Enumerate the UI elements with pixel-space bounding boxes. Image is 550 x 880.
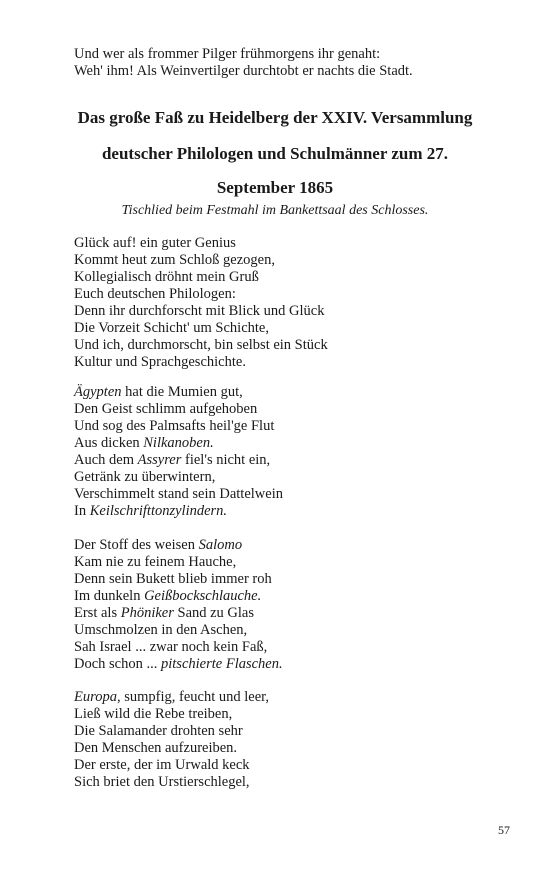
emphasis: Phöniker — [120, 605, 174, 621]
verse-line — [74, 656, 514, 673]
verse-text: Erst als — [74, 605, 121, 621]
verse-text: Auch dem — [74, 452, 138, 468]
verse-line: Getränk zu überwintern, — [74, 469, 216, 485]
verse-text: In — [74, 503, 90, 519]
stanza-1 — [74, 235, 514, 371]
verse-line — [74, 503, 514, 520]
verse-line: Verschimmelt stand sein Dattelwein — [74, 486, 283, 502]
verse-line: Kommt heut zum Schloß gezogen, — [74, 252, 275, 268]
verse-line: Denn ihr durchforscht mit Blick und Glück — [74, 303, 325, 319]
verse-line — [74, 435, 514, 452]
page-number: 57 — [498, 823, 510, 837]
verse-line: Der erste, der im Urwald keck — [74, 757, 250, 773]
verse-line — [74, 384, 514, 401]
emphasis: Salomo — [198, 537, 243, 553]
verse-line: Und sog des Palmsafts heil'ge Flut — [74, 418, 275, 434]
verse-text: Im dunkeln — [74, 588, 145, 604]
emphasis: Ägypten — [74, 384, 122, 400]
verse-text: Aus dicken — [74, 435, 144, 451]
verse-line — [74, 537, 514, 554]
stanza-4 — [74, 689, 514, 791]
verse-line: Kultur und Sprachgeschichte. — [74, 354, 246, 370]
emphasis: Keilschrifttonzylindern. — [89, 503, 228, 519]
emphasis: pitschierte Flaschen. — [161, 656, 283, 672]
emphasis: Assyrer — [137, 452, 182, 468]
verse-line: Und wer als frommer Pilger frühmorgens ihr genaht: — [74, 46, 381, 62]
verse-line: Den Menschen aufzureiben. — [74, 740, 238, 756]
poem-title-line-3: September 1865 — [216, 178, 334, 197]
verse-text: , sumpfig, feucht und leer, — [116, 689, 269, 705]
poem-subtitle: Tischlied beim Festmahl im Bankettsaal des Schlosses. — [121, 203, 429, 218]
verse-line: Umschmolzen in den Aschen, — [74, 622, 248, 638]
verse-line — [74, 588, 514, 605]
verse-line: Sah Israel ... zwar noch kein Faß, — [74, 639, 268, 655]
verse-line: Und ich, durchmorscht, bin selbst ein Stück — [74, 337, 328, 353]
poem-title-line-2: deutscher Philologen und Schulmänner zum 27. — [101, 144, 449, 163]
emphasis: Nilkanoben. — [143, 435, 214, 451]
verse-text: hat die Mumien gut, — [121, 384, 243, 400]
verse-line: Die Salamander drohten sehr — [74, 723, 243, 739]
verse-text: Der Stoff des weisen — [74, 537, 199, 553]
verse-line — [74, 689, 514, 706]
verse-line: Glück auf! ein guter Genius — [74, 235, 236, 251]
verse-line: Den Geist schlimm aufgehoben — [74, 401, 258, 417]
verse-text: fiel's nicht ein, — [181, 452, 271, 468]
verse-line: Kollegialisch dröhnt mein Gruß — [74, 269, 259, 285]
verse-line: Ließ wild die Rebe treiben, — [74, 706, 233, 722]
verse-line — [74, 452, 514, 469]
emphasis: Europa — [74, 689, 117, 705]
verse-line: Sich briet den Urstierschlegel, — [74, 774, 250, 790]
verse-line: Denn sein Bukett blieb immer roh — [74, 571, 272, 587]
verse-line: Euch deutschen Philologen: — [74, 286, 236, 302]
verse-line: Kam nie zu feinem Hauche, — [74, 554, 237, 570]
verse-text: Doch schon ... — [74, 656, 161, 672]
stanza-3 — [74, 537, 514, 673]
intro-verse — [74, 46, 514, 80]
emphasis: Geißbockschlauche. — [144, 588, 262, 604]
stanza-2 — [74, 384, 514, 520]
verse-line — [74, 605, 514, 622]
verse-line: Weh' ihm! Als Weinvertilger durchtobt er nachts die Stadt. — [74, 63, 413, 79]
verse-line: Die Vorzeit Schicht' um Schichte, — [74, 320, 269, 336]
poem-title-line-1: Das große Faß zu Heidelberg der XXIV. Versammlung — [77, 108, 473, 127]
verse-text: Sand zu Glas — [173, 605, 255, 621]
